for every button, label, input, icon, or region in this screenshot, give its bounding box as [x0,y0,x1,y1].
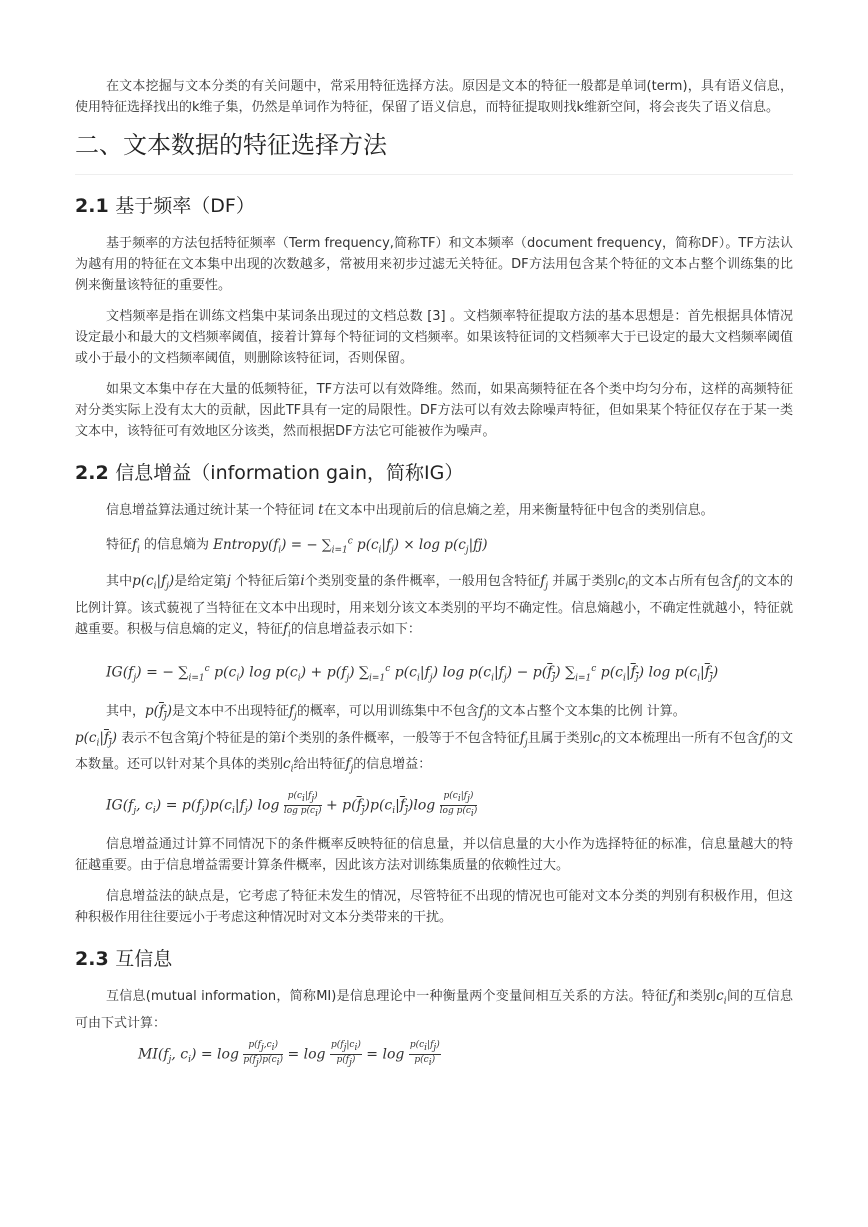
s22-paragraph-5: 信息增益通过计算不同情况下的条件概率反映特征的信息量，并以信息量的大小作为选择特征的标准，信息量越大的特征越重要。由于信息增益需要计算条件概率，因此该方法对训练集质量的依赖性过大。 [75,837,793,874]
s22-entropy-line: 特征$f_i$ 的信息熵为 $Entropy(f_i)$ = − $\sum_{i=1}^c$ $p(c_i|f_j) \times \log p(c_j|fj)$ [106,536,488,556]
ig-class-formula: $IG(f_j$, $c_i) = p(f_j)p(c_i|f_j)$ log $\frac{p(c_i|f_j)}{\log p(c_i)}$ + $p(f_j)p(c_i|f_j)\log$ $\frac{p(c_i|f_j)}{\log p(c_i)}$ [106,791,478,819]
heading-2-3 [75,946,793,972]
heading-2-1 [75,193,793,219]
heading-2-2-num: 2.2 [75,462,109,484]
s21-paragraph-2: 文档频率是指在训练文档集中某词条出现过的文档总数 [3] 。文档频率特征提取方法的基本思想是：首先根据具体情况设定最小和最大的文档频率阈值，接着计算每个特征词的文档频率。如果该特征词的文档频率大于已设定的最大文档频率阈值或小于最小的文档频率阈值，则删除该特征词，否则保留。 [75,309,793,366]
heading-2-2 [75,460,793,486]
s22-paragraph-1: 信息增益算法通过统计某一个特征词 t在文本中出现前后的信息熵之差，用来衡量特征中包含的类别信息。 [106,502,714,518]
s22-paragraph-4: 其中，$p(f_j)$是文本中不出现特征$f_j$的概率，可以用训练集中不包含$f_j$的文本占整个文本集的比例 计算。 $p(c_i|f_j)$ 表示不包含第j个特征是的第i个类别的条件概率，一般等于不包含特征$f_j$且属于类别$c_i$的文本梳理出一所有不包含$f_j$的文本数量。还可以针对某个具体的类别$c_i$给出特征$f_j$的信息增益： [75,703,793,776]
heading-2-1-text: 基于频率（DF） [115,195,255,217]
heading-2-3-text: 互信息 [115,948,173,971]
heading-2-2-text: 信息增益（information gain，简称IG） [115,462,464,484]
heading-2-3-num: 2.3 [75,948,109,971]
ig-formula: $IG(f_j)$ = − $\sum_{i=1}^c$ $p(c_i)$ $\log p(c_i) + p(f_j)$ $\sum_{i=1}^c$ $p(c_i|f_j)$ $\log p(c_i|f_j) - p(f_j)$ $\sum_{i=1}^c$ $p(c_i|f_j)$ $\log p(c_i|f_j)$ [106,663,719,684]
s21-paragraph-1: 基于频率的方法包括特征频率（Term frequency,简称TF）和文本频率（document frequency，简称DF）。TF方法认为越有用的特征在文本集中出现的次数越多，常被用来初步过滤无关特征。DF方法用包含某个特征的文本占整个训练集的比例来衡量该特征的重要性。 [75,236,793,293]
s21-paragraph-3: 如果文本集中存在大量的低频特征，TF方法可以有效降维。然而，如果高频特征在各个类中均匀分布，这样的高频特征对分类实际上没有太大的贡献，因此TF具有一定的局限性。DF方法可以有效去除噪声特征，但如果某个特征仅存在于某一类文本中，该特征可有效地区分该类，然而根据DF方法它可能被作为噪声。 [75,382,793,439]
s22-paragraph-6: 信息增益法的缺点是，它考虑了特征未发生的情况，尽管特征不出现的情况也可能对文本分类的判别有积极作用，但这种积极作用往往要远小于考虑这种情况时对文本分类带来的干扰。 [75,889,793,926]
s22-paragraph-3: 其中$p(c_i|f_j)$是给定第j 个特征后第i个类别变量的条件概率，一般用包含特征$f_j$ 并属于类别$c_i$的文本占所有包含$f_j$的文本的比例计算。该式藐视了当特征在文本中出现时，用来划分该文本类别的平均不确定性。信息熵越小，不确定性就越小，特征就越重要。积极与信息熵的定义，特征$f_i$的信息增益表示如下： [75,573,793,640]
heading-2-1-num: 2.1 [75,195,109,217]
document-page [75,76,793,1081]
s23-paragraph-1: 互信息(mutual information，简称MI)是信息理论中一种衡量两个变量间相互关系的方法。特征$f_j$和类别$c_i$间的互信息可由下式计算： [75,988,793,1031]
mi-formula: $MI(f_j$, $c_i) = \log$ $\frac{p(f_j,c_i)}{p(f_j)p(c_i)}$ = log $\frac{p(f_j|c_i)}{p(f_j)}$ = log $\frac{p(c_i|f_j)}{p(c_i)}$ [138,1039,440,1068]
entropy-formula: $Entropy(f_i)$ = − $\sum_{i=1}^c$ $p(c_i|f_j) \times \log p(c_j|fj)$ [213,536,488,556]
intro-paragraph: 在文本挖掘与文本分类的有关问题中，常采用特征选择方法。原因是文本的特征一般都是单词(term)，具有语义信息，使用特征选择找出的k维子集，仍然是单词作为特征，保留了语义信息，而特征提取则找k维新空间，将会丧失了语义信息。 [75,79,793,115]
section-title: 二、文本数据的特征选择方法 [75,128,793,175]
